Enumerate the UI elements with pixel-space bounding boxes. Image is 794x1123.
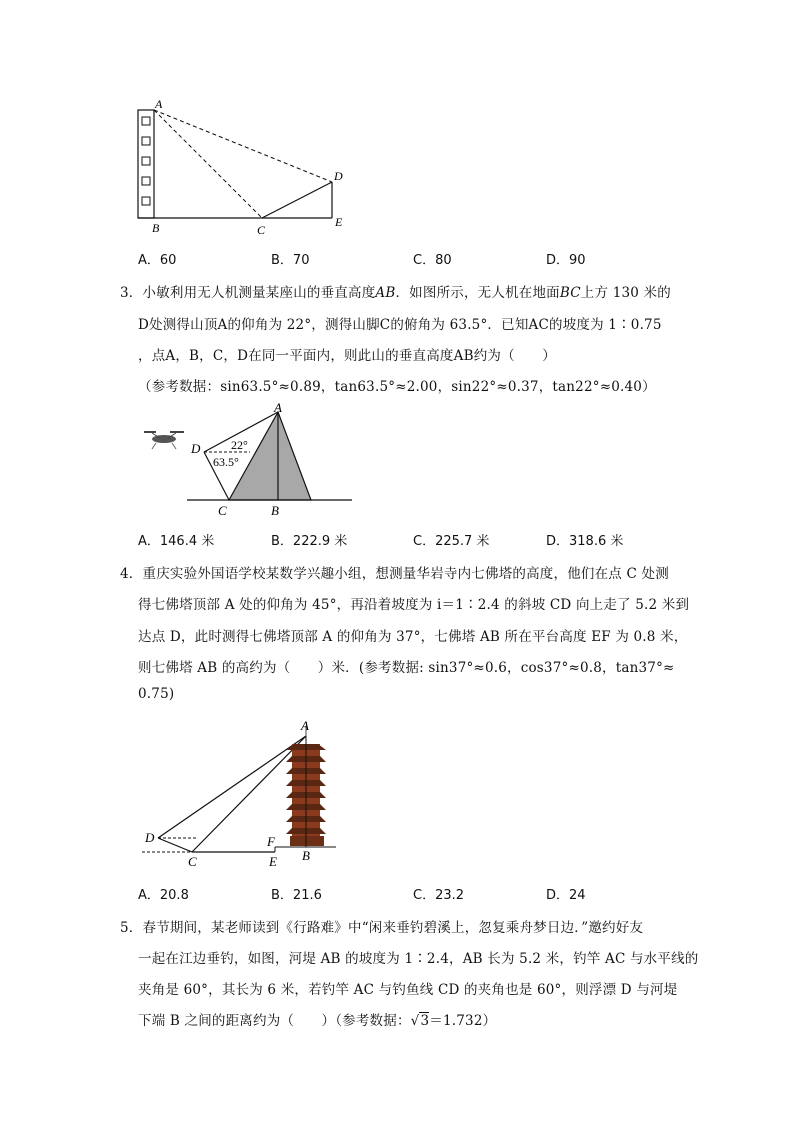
q4-option-a[interactable]: A．20.8 bbox=[138, 888, 189, 903]
q2-option-d[interactable]: D．90 bbox=[546, 253, 586, 268]
q3-label-d: D bbox=[191, 441, 201, 456]
q3-text-1b: ．如图所示，无人机在地面 bbox=[395, 285, 560, 301]
q5-number: 5． bbox=[120, 920, 143, 936]
q3-label-b: B bbox=[271, 503, 279, 518]
q2-option-b[interactable]: B．70 bbox=[271, 253, 310, 268]
q3-bc: BC bbox=[559, 285, 581, 301]
q5-line-3: 夹角是 60°，其长为 6 米，若钓竿 AC 与钓鱼线 CD 的夹角也是 60°，则浮漂 D 与河堤 bbox=[138, 982, 678, 998]
q4-line-1 bbox=[120, 562, 669, 582]
q3-option-a[interactable]: A．146.4 米 bbox=[138, 534, 215, 549]
q5-line-2: 一起在江边垂钓，如图，河堤 AB 的坡度为 1∶2.4，AB 长为 5.2 米，钓竿 AC 与水平线的 bbox=[138, 951, 699, 967]
q5-sqrt-arg: 3 bbox=[420, 1013, 430, 1029]
q2-label-d: D bbox=[334, 169, 343, 183]
q3-option-d[interactable]: D．318.6 米 bbox=[546, 534, 624, 549]
q2-figure bbox=[130, 98, 360, 238]
q2-label-c: C bbox=[257, 223, 266, 237]
q4-label-b: B bbox=[302, 848, 310, 863]
q4-label-a: A bbox=[301, 718, 309, 733]
q4-line-2: 得七佛塔顶部 A 处的仰角为 45°，再沿着坡度为 i＝1∶2.4 的斜坡 CD 向上走了 5.2 米到 bbox=[138, 597, 690, 613]
q5-text-1: 春节期间，某老师读到《行路难》中“闲来垂钓碧溪上，忽复乘舟梦日边．”邀约好友 bbox=[142, 920, 644, 936]
q4-label-c: C bbox=[188, 854, 197, 869]
q4-label-f: F bbox=[267, 834, 275, 849]
q3-text-1c: 上方 130 米的 bbox=[580, 285, 671, 301]
q3-label-a: A bbox=[274, 403, 282, 415]
q3-angle-22: 22° bbox=[231, 438, 248, 452]
q2-option-c[interactable]: C．80 bbox=[413, 253, 452, 268]
q5-text-4a: 下端 B 之间的距离约为（ ）（参考数据： bbox=[138, 1013, 411, 1029]
q3-line-2: D处测得山顶A的仰角为 22°，测得山脚C的俯角为 63.5°．已知AC的坡度为 1∶0.75 bbox=[138, 317, 662, 333]
q3-angle-63: 63.5° bbox=[213, 455, 239, 469]
q3-figure bbox=[140, 403, 355, 518]
q2-label-b: B bbox=[152, 221, 160, 235]
q3-option-c[interactable]: C．225.7 米 bbox=[413, 534, 490, 549]
q3-text-1a: 小敏利用无人机测量某座山的垂直高度 bbox=[142, 285, 376, 301]
q3-ab: AB bbox=[375, 285, 396, 301]
q2-label-a: A bbox=[155, 98, 163, 111]
q2-option-a[interactable]: A．60 bbox=[138, 253, 177, 268]
q3-number: 3． bbox=[120, 285, 143, 301]
q4-option-d[interactable]: D．24 bbox=[546, 888, 586, 903]
q4-number: 4． bbox=[120, 566, 143, 582]
q3-line-3: ，点A，B，C，D在同一平面内，则此山的垂直高度AB约为（ ） bbox=[138, 348, 556, 364]
q4-line-3: 达点 D，此时测得七佛塔顶部 A 的仰角为 37°，七佛塔 AB 所在平台高度 EF 为 0.8 米， bbox=[138, 629, 688, 645]
q2-label-e: E bbox=[335, 215, 343, 229]
q4-option-c[interactable]: C．23.2 bbox=[413, 888, 465, 903]
q3-line-4: （参考数据：sin63.5°≈0.89，tan63.5°≈2.00，sin22°≈0.37，tan22°≈0.40） bbox=[138, 379, 656, 395]
q3-line-1 bbox=[120, 281, 671, 301]
drone-icon bbox=[144, 432, 184, 449]
q4-label-e: E bbox=[269, 854, 277, 869]
q4-line-5: 0.75) bbox=[138, 686, 175, 702]
q5-sqrt-symbol: √ bbox=[410, 1013, 420, 1029]
q4-figure bbox=[140, 716, 355, 871]
q4-label-d: D bbox=[145, 830, 155, 845]
q3-option-b[interactable]: B．222.9 米 bbox=[271, 534, 348, 549]
q5-line-1 bbox=[120, 916, 643, 936]
q5-text-4b: ＝1.732） bbox=[429, 1013, 497, 1029]
q4-line-4: 则七佛塔 AB 的高约为（ ）米．(参考数据: sin37°≈0.6，cos37°≈0.8，tan37°≈ bbox=[138, 660, 675, 676]
q4-option-b[interactable]: B．21.6 bbox=[271, 888, 322, 903]
q4-text-1: 重庆实验外国语学校某数学兴趣小组，想测量华岩寺内七佛塔的高度，他们在点 C 处测 bbox=[142, 566, 669, 582]
q3-label-c: C bbox=[218, 503, 227, 518]
q5-line-4 bbox=[138, 1009, 496, 1029]
